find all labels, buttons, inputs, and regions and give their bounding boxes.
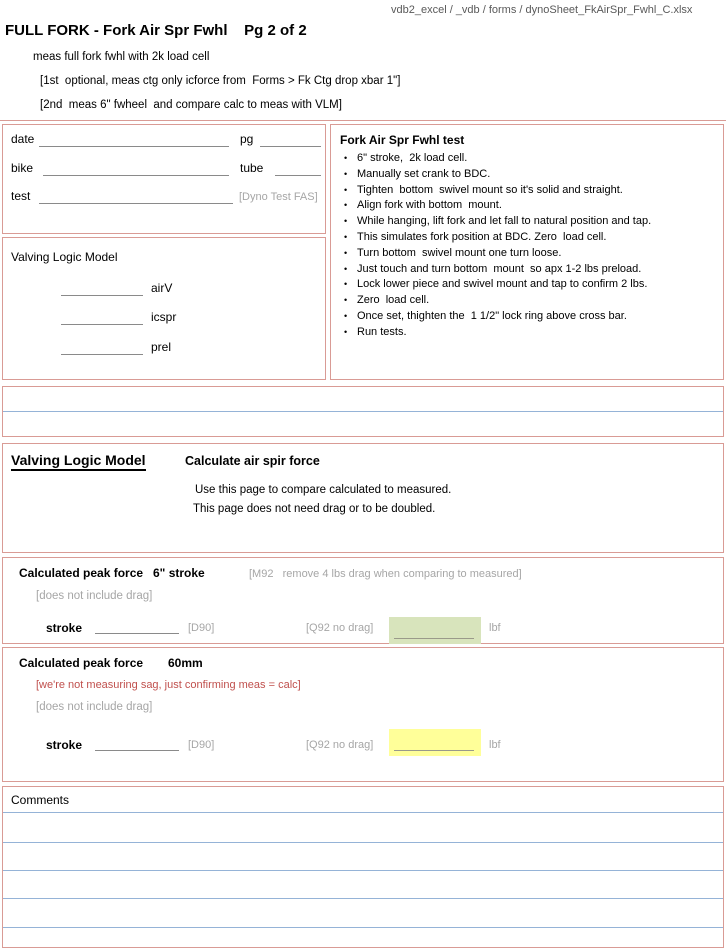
list-item (340, 167, 715, 183)
bullet-text: Run tests. (357, 325, 407, 338)
bullet-text: Once set, thighten the 1 1/2" lock ring above cross bar. (357, 309, 627, 322)
calc6-stroke-field[interactable] (95, 619, 179, 634)
comment-row[interactable] (3, 813, 723, 843)
vlm-section-line-2: This page does not need drag or to be doubled. (193, 503, 436, 515)
calc6-title: Calculated peak force (19, 566, 144, 580)
bullet-icon: • (344, 310, 348, 321)
bullet-icon: • (344, 168, 348, 179)
calc60-result-cell[interactable] (389, 729, 481, 756)
bullet-icon: • (344, 184, 348, 195)
calc-peak-60mm-box (2, 647, 724, 782)
bullet-icon: • (344, 247, 348, 258)
date-label: date (11, 132, 35, 146)
calc6-q92-ref: [Q92 no drag] (306, 622, 374, 634)
bullet-icon: • (344, 153, 348, 163)
list-item (340, 325, 715, 341)
calc6-m92-note: [M92 remove 4 lbs drag when comparing to measured] (249, 568, 522, 580)
calc60-stroke-field[interactable] (95, 736, 179, 751)
calc60-d90-ref: [D90] (188, 739, 215, 751)
date-field[interactable] (39, 132, 229, 147)
pg-field[interactable] (260, 132, 321, 147)
pg-label: pg (240, 132, 254, 146)
list-item (340, 214, 715, 230)
calc-peak-6in-box (2, 557, 724, 644)
vlm-section-line-1: Use this page to compare calculated to measured. (195, 484, 452, 496)
header-note-2: [2nd meas 6" fwheel and compare calc to meas with VLM] (40, 99, 342, 111)
airv-label: airV (151, 281, 173, 295)
bullet-text: This simulates fork position at BDC. Zero load cell. (357, 230, 607, 243)
calc60-q92-ref: [Q92 no drag] (306, 739, 374, 751)
bullet-text: Just touch and turn bottom mount so apx 1-2 lbs preload. (357, 262, 642, 275)
calc60-sag-note: [we're not measuring sag, just confirming meas = calc] (36, 679, 301, 691)
bullet-text: 6" stroke, 2k load cell. (357, 152, 468, 164)
comment-row[interactable] (3, 871, 723, 899)
airv-field[interactable] (61, 281, 143, 296)
calc60-stroke-label: stroke (46, 738, 83, 752)
bullet-icon: • (344, 263, 348, 274)
calc6-result-field[interactable] (394, 638, 474, 639)
list-item (340, 309, 715, 325)
page-title: FULL FORK - Fork Air Spr Fwhl Pg 2 of 2 (5, 22, 307, 39)
bullet-icon: • (344, 200, 348, 211)
list-item (340, 262, 715, 278)
info-box (2, 124, 326, 234)
tube-label: tube (240, 161, 264, 175)
bullet-text: Turn bottom swivel mount one turn loose. (357, 246, 562, 259)
bullet-text: While hanging, lift fork and let fall to natural position and tap. (357, 215, 652, 228)
list-item (340, 151, 715, 167)
vlm-section-box (2, 443, 724, 553)
test-instructions-title: Fork Air Spr Fwhl test (340, 133, 465, 147)
vlm-box-title: Valving Logic Model (11, 250, 118, 264)
header-note-1: [1st optional, meas ctg only icforce from Forms > Fk Ctg drop xbar 1"] (40, 75, 401, 87)
prel-label: prel (151, 340, 172, 354)
empty-row[interactable] (3, 387, 723, 412)
icspr-label: icspr (151, 310, 177, 324)
bullet-text: Tighten bottom swivel mount so it's solid and straight. (357, 183, 623, 196)
comment-row[interactable] (3, 928, 723, 947)
calc6-stroke-label: stroke (46, 621, 83, 635)
bullet-text: Zero load cell. (357, 294, 430, 307)
icspr-field[interactable] (61, 310, 143, 325)
bullet-icon: • (344, 326, 348, 337)
list-item (340, 246, 715, 262)
test-instructions-box (330, 124, 724, 380)
bullet-text: Manually set crank to BDC. (357, 167, 491, 180)
comment-row[interactable] (3, 899, 723, 928)
calc6-d90-ref: [D90] (188, 622, 215, 634)
calc6-drag-note: [does not include drag] (36, 590, 153, 602)
test-field[interactable] (39, 189, 233, 204)
bullet-text: Align fork with bottom mount. (357, 199, 502, 212)
vlm-section-heading: Valving Logic Model (11, 452, 146, 471)
comment-row[interactable] (3, 843, 723, 871)
bullet-icon: • (344, 231, 348, 242)
bike-label: bike (11, 161, 34, 175)
bullet-text: Lock lower piece and swivel mount and tap to confirm 2 lbs. (357, 278, 648, 291)
breadcrumb: vdb2_excel / _vdb / forms / dynoSheet_FkAirSpr_Fwhl_C.xlsx (391, 4, 693, 16)
list-item (340, 293, 715, 309)
list-item (340, 230, 715, 246)
bullet-icon: • (344, 295, 348, 306)
calc60-title: Calculated peak force (19, 656, 144, 670)
prel-field[interactable] (61, 340, 143, 355)
comments-label: Comments (11, 792, 70, 807)
bullet-icon: • (344, 279, 348, 290)
calc60-stroke-size: 60mm (168, 656, 203, 670)
comments-box (2, 786, 724, 948)
bullet-icon: • (344, 216, 348, 227)
calc60-unit-label: lbf (489, 739, 501, 751)
empty-strip-box (2, 386, 724, 437)
test-instructions-list (340, 151, 715, 341)
vlm-input-box (2, 237, 326, 380)
empty-row[interactable] (3, 412, 723, 436)
comments-header-row (3, 787, 723, 813)
list-item (340, 277, 715, 293)
test-note: [Dyno Test FAS] (239, 191, 318, 203)
calc6-unit-label: lbf (489, 622, 501, 634)
vlm-section-subheading: Calculate air spir force (185, 454, 320, 468)
test-label: test (11, 189, 31, 203)
calc60-drag-note: [does not include drag] (36, 701, 153, 713)
header-divider (0, 120, 726, 121)
calc6-stroke-size: 6" stroke (153, 566, 205, 580)
bike-field[interactable] (43, 161, 229, 176)
page-subtitle: meas full fork fwhl with 2k load cell (33, 51, 210, 63)
calc60-result-field[interactable] (394, 750, 474, 751)
tube-field[interactable] (275, 161, 321, 176)
list-item (340, 183, 715, 199)
calc6-result-cell[interactable] (389, 617, 481, 644)
list-item (340, 198, 715, 214)
